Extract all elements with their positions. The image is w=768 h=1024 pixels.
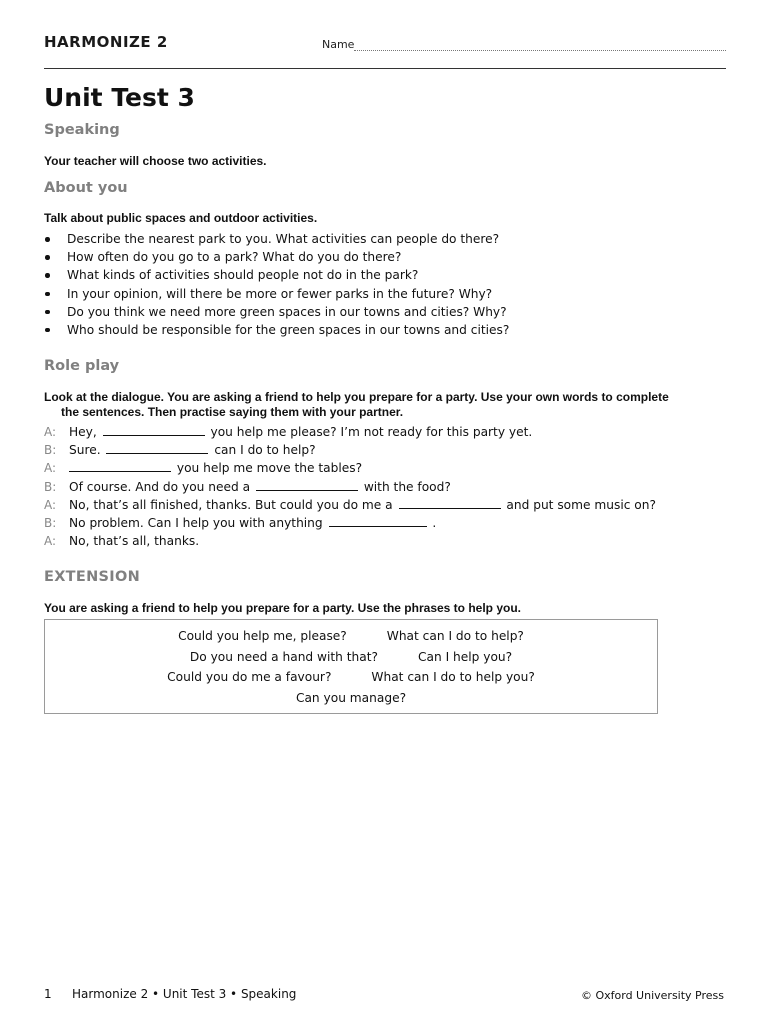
dialogue-text: Sure. [69,443,101,458]
speaker-label: A: [44,497,57,512]
dialogue-text: you help me move the tables? [176,461,363,476]
role-play-instruction-line2: the sentences. Then practise saying them with your partner. [61,405,404,419]
footer-text: Harmonize 2 • Unit Test 3 • Speaking [72,987,297,1001]
speaking-instruction: Your teacher will choose two activities. [44,154,267,168]
answer-blank[interactable] [69,459,171,472]
phrase: Could you help me, please? [178,629,347,643]
phrase-box [44,619,658,714]
phrase: What can I do to help you? [371,670,535,684]
phrase-row [45,650,657,664]
role-play-instruction [44,390,734,420]
name-field-line[interactable] [354,50,726,51]
speaker-label: B: [44,443,57,458]
speaker-label: A: [44,461,57,476]
harmonize-logo: HARMONIZE 2 [44,33,168,51]
dialogue-text: Of course. And do you need a [69,479,251,494]
answer-blank[interactable] [399,496,501,509]
answer-blank[interactable] [329,514,427,527]
list-item: Describe the nearest park to you. What activities can people do there? [44,230,509,248]
page-number: 1 [44,987,52,1001]
phrase-row [45,670,657,684]
speaker-label: B: [44,479,57,494]
dialogue-line [44,514,656,532]
dialogue-text: with the food? [363,479,451,494]
dialogue-text: . [432,515,437,530]
role-play-instruction-line1: Look at the dialogue. You are asking a friend to help you prepare for a party. Use your own words to complete [44,390,669,404]
about-you-instruction: Talk about public spaces and outdoor activities. [44,211,318,225]
speaker-label: A: [44,534,57,549]
dialogue-line [44,532,656,550]
dialogue-text: No, that’s all, thanks. [69,534,200,549]
speaking-heading: Speaking [44,122,120,138]
dialogue-line [44,478,656,496]
dialogue-line [44,459,656,477]
list-item: How often do you go to a park? What do you do there? [44,248,509,266]
extension-heading: EXTENSION [44,569,141,585]
page-title: Unit Test 3 [44,83,195,112]
copyright: © Oxford University Press [580,989,724,1002]
dialogue-line [44,441,656,459]
dialogue-text: No, that’s all finished, thanks. But could you do me a [69,497,393,512]
dialogue-text: and put some music on? [506,497,656,512]
answer-blank[interactable] [106,441,208,454]
role-play-dialogue [44,423,656,550]
list-item: Do you think we need more green spaces in our towns and cities? Why? [44,303,509,321]
list-item: Who should be responsible for the green spaces in our towns and cities? [44,321,509,339]
role-play-heading: Role play [44,358,120,374]
answer-blank[interactable] [256,478,358,491]
header-divider [44,68,726,69]
dialogue-line [44,496,656,514]
dialogue-text: Hey, [69,425,97,439]
extension-instruction: You are asking a friend to help you prepare for a party. Use the phrases to help you. [44,601,521,615]
page-header [44,33,726,69]
dialogue-line [44,423,656,441]
about-you-heading: About you [44,180,128,196]
page-footer [44,987,296,1001]
about-you-questions [44,230,509,339]
phrase: What can I do to help? [386,629,524,643]
phrase-row [45,629,657,643]
dialogue-text: can I do to help? [214,443,316,458]
list-item: What kinds of activities should people not do in the park? [44,266,509,284]
list-item: In your opinion, will there be more or fewer parks in the future? Why? [44,285,509,303]
dialogue-text: No problem. Can I help you with anything [69,515,323,530]
speaker-label: A: [44,425,57,439]
name-label: Name [322,38,355,51]
phrase: Can I help you? [418,650,513,664]
answer-blank[interactable] [103,423,205,436]
dialogue-text: you help me please? I’m not ready for this party yet. [210,425,533,439]
phrase: Could you do me a favour? [167,670,332,684]
phrase: Do you need a hand with that? [189,650,378,664]
speaker-label: B: [44,515,57,530]
phrase-row [45,691,657,705]
phrase: Can you manage? [295,691,407,705]
